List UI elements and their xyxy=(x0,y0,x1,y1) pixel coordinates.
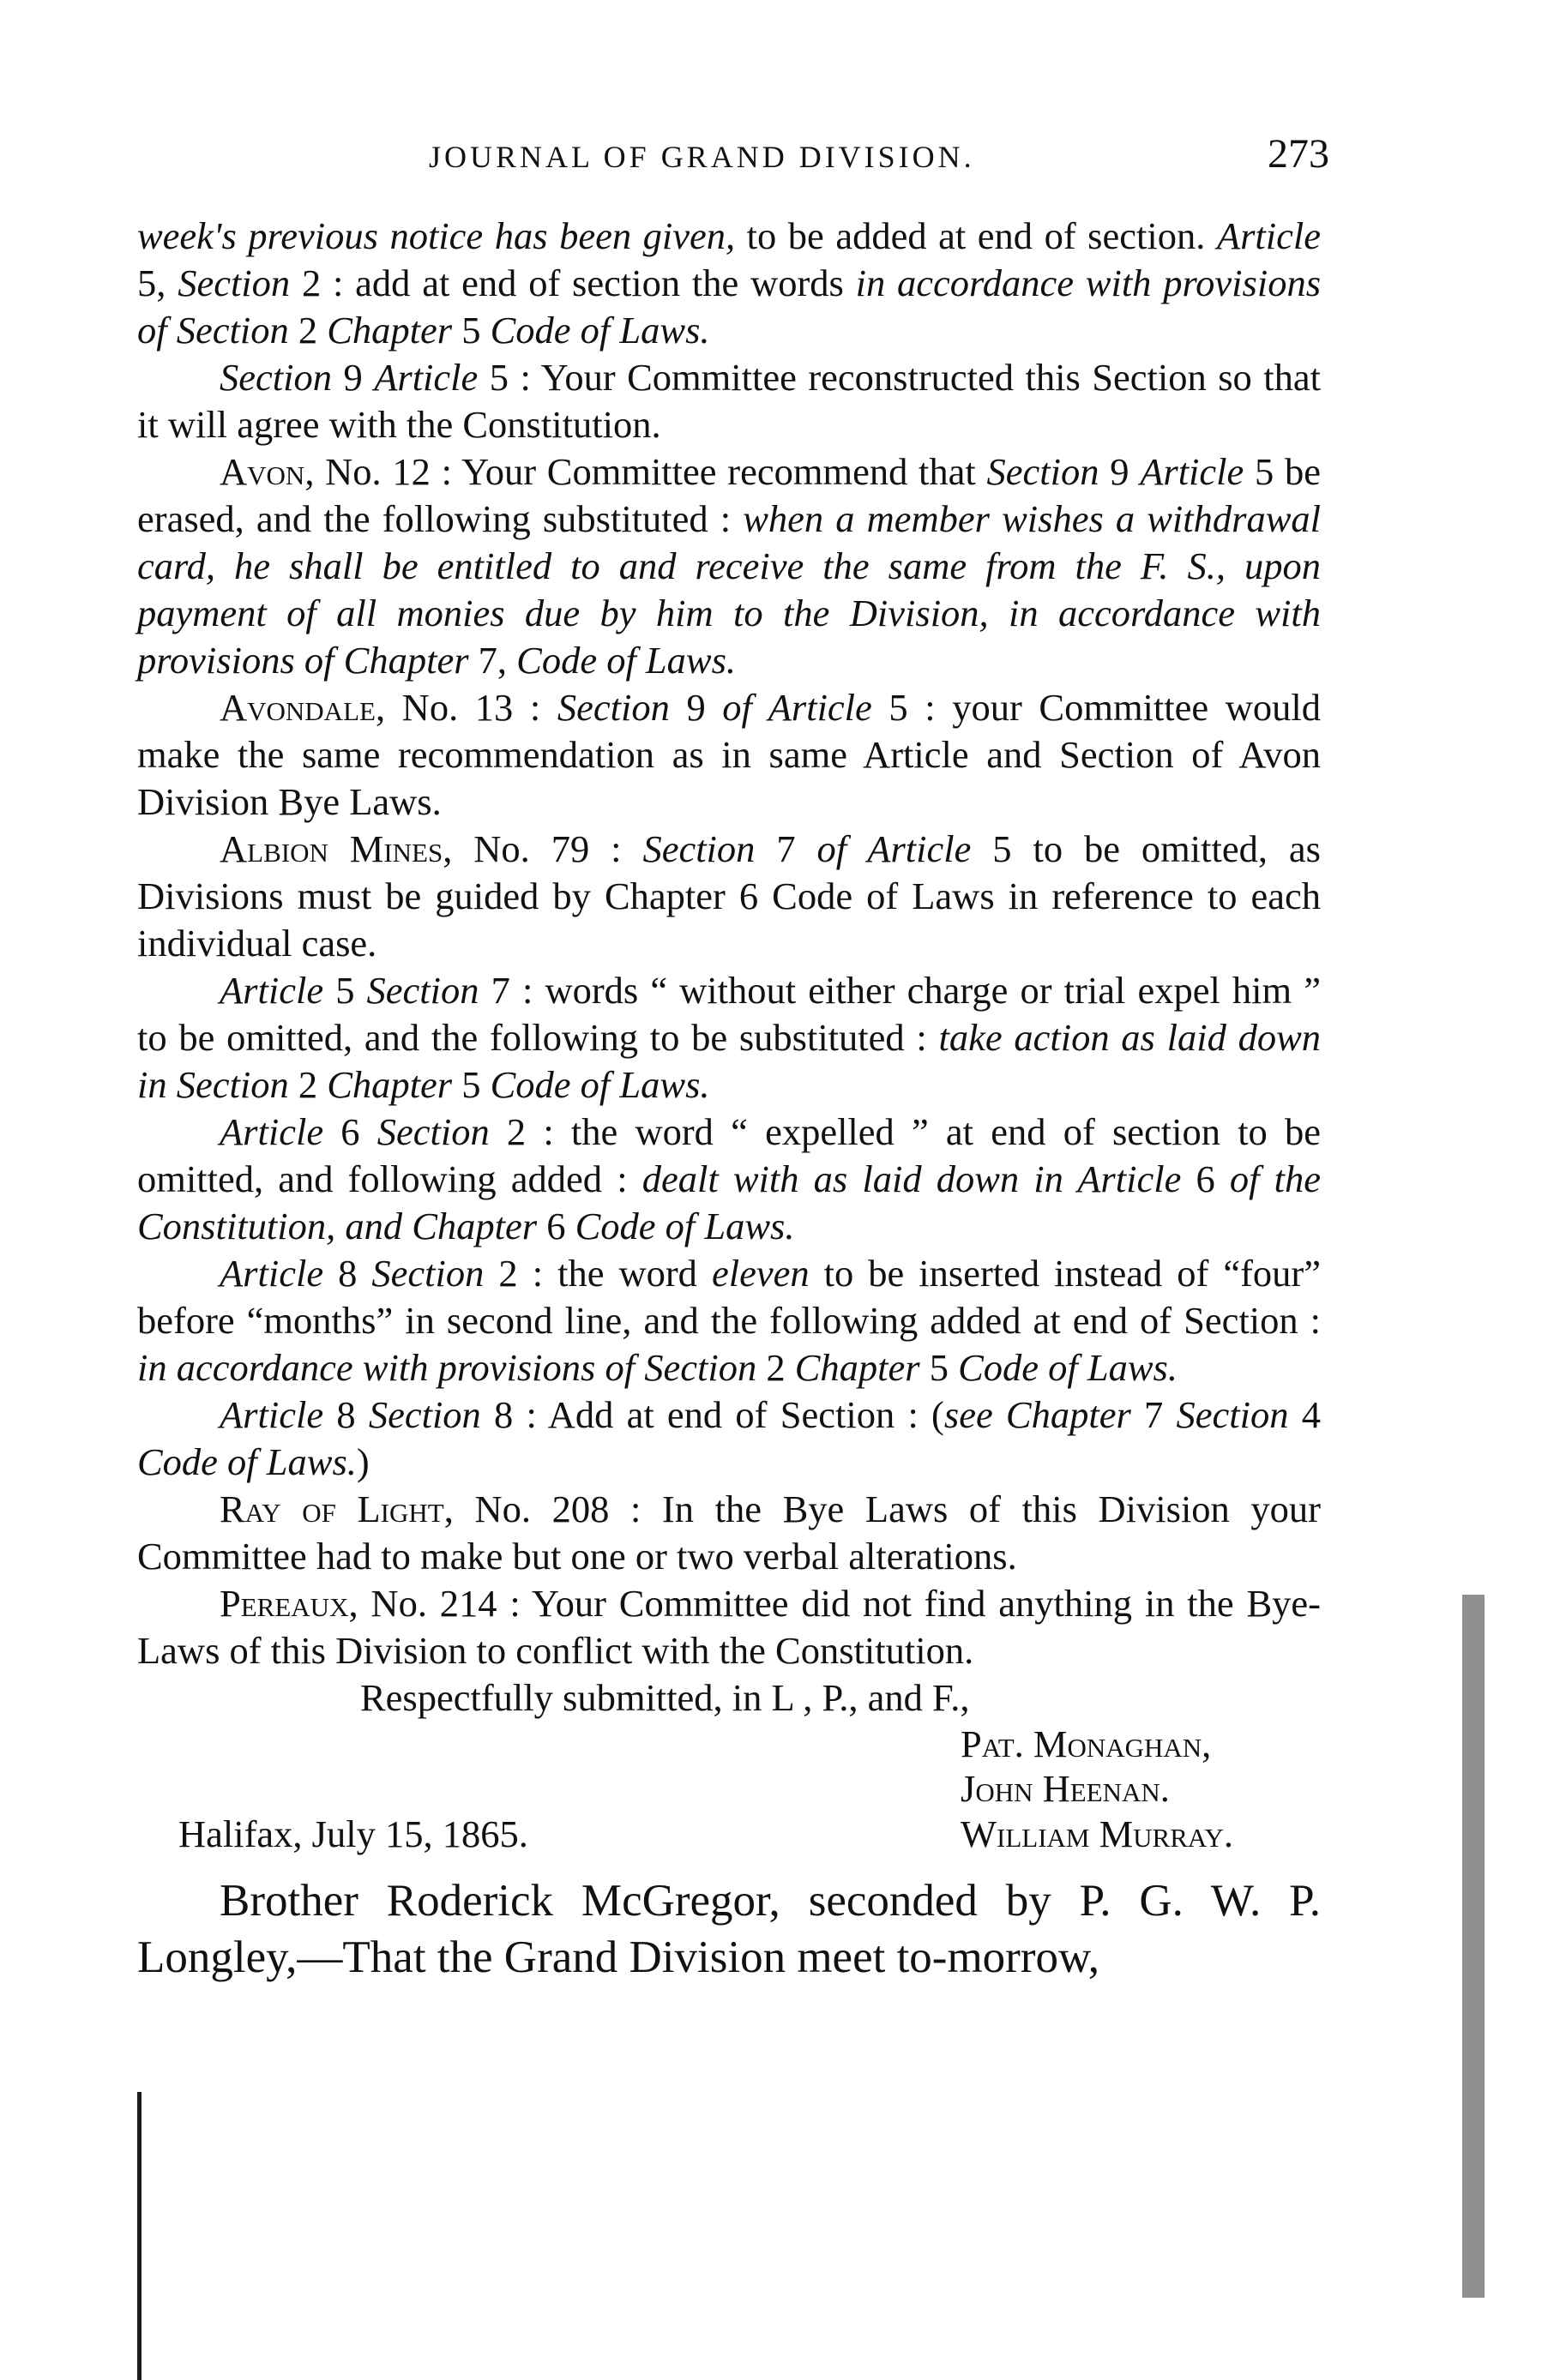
paragraph-avon: Avon, No. 12 : Your Committee recommend that Section 9 Article 5 be erased, and the following substituted : when a member wishes a withdrawal card, he shall be entitled to and receive the same from the F. S., upon payment of all monies due by him to the Division, in accordance with provisions of Chapter 7, Code of Laws. xyxy=(137,450,1321,682)
division-name: Avon xyxy=(220,450,305,493)
paragraph-continuation: week's previous notice has been given, to be added at end of section. Article 5, Section 2 : add at end of section the words in accordance with provisions of Section 2 Chapter 5 Code of Laws. xyxy=(137,214,1322,352)
division-name: Avondale xyxy=(220,686,376,729)
paragraph-albion-mines: Albion Mines, No. 79 : Section 7 of Article 5 to be omitted, as Divisions must be guided by Chapter 6 Code of Laws in reference to each individual case. xyxy=(137,827,1322,965)
page-body xyxy=(137,213,1321,1986)
right-edge-bleed xyxy=(1462,1595,1485,2298)
page-number: 273 xyxy=(1268,131,1329,177)
page-header xyxy=(137,131,1329,190)
closing-line: Respectfully submitted, in L , P., and F., xyxy=(360,1676,970,1719)
paragraph-article-6-section-2: Article 6 Section 2 : the word “ expelled ” at end of section to be omitted, and following added : dealt with as laid down in Article 6 of the Constitution, and Chapter 6 Code of Laws. xyxy=(137,1110,1322,1247)
signature-heenan: John Heenan. xyxy=(961,1767,1170,1810)
signature-murray: William Murray. xyxy=(961,1812,1233,1855)
paragraph-article-8-section-2: Article 8 Section 2 : the word eleven to be inserted instead of “four” before “months” in second line, and the following added at end of Section : in accordance with provisions of Section 2 Chapter 5 Code of Laws. xyxy=(137,1252,1321,1389)
paragraph-pereaux: Pereaux, No. 214 : Your Committee did not find anything in the Bye-Laws of this Division to conflict with the Constitution. xyxy=(137,1582,1321,1672)
division-name: Pereaux xyxy=(220,1582,349,1625)
paragraph-article-8-section-8: Article 8 Section 8 : Add at end of Section : (see Chapter 7 Section 4 Code of Laws.) xyxy=(137,1393,1322,1483)
motion-paragraph: Brother Roderick McGregor, seconded by P. G. W. P. Longley,—That the Grand Division meet to-morrow, xyxy=(137,1876,1321,1982)
paragraph-section-9: Section 9 Article 5 : Your Committee reconstructed this Section so that it will agree with the Constitution. xyxy=(137,356,1321,446)
division-name: Albion Mines xyxy=(220,827,443,870)
paragraph-avondale: Avondale, No. 13 : Section 9 of Article 5 : your Committee would make the same recommendation as in same Article and Section of Avon Division Bye Laws. xyxy=(137,686,1322,823)
running-head: JOURNAL OF GRAND DIVISION. xyxy=(429,140,975,174)
left-margin-rule xyxy=(137,2092,142,2380)
signature-monaghan: Pat. Monaghan, xyxy=(961,1722,1212,1765)
paragraph-article-5-section-7: Article 5 Section 7 : words “ without either charge or trial expel him ” to be omitted, and the following to be substituted : take action as laid down in Section 2 Chapter 5 Code of Laws. xyxy=(137,969,1321,1106)
division-name: Ray of Light xyxy=(220,1488,444,1530)
paragraph-ray-of-light: Ray of Light, No. 208 : In the Bye Laws of this Division your Committee had to make but one or two verbal alterations. xyxy=(137,1488,1321,1578)
date-signature-row xyxy=(137,1811,1321,1859)
place-and-date: Halifax, July 15, 1865. xyxy=(178,1812,528,1855)
